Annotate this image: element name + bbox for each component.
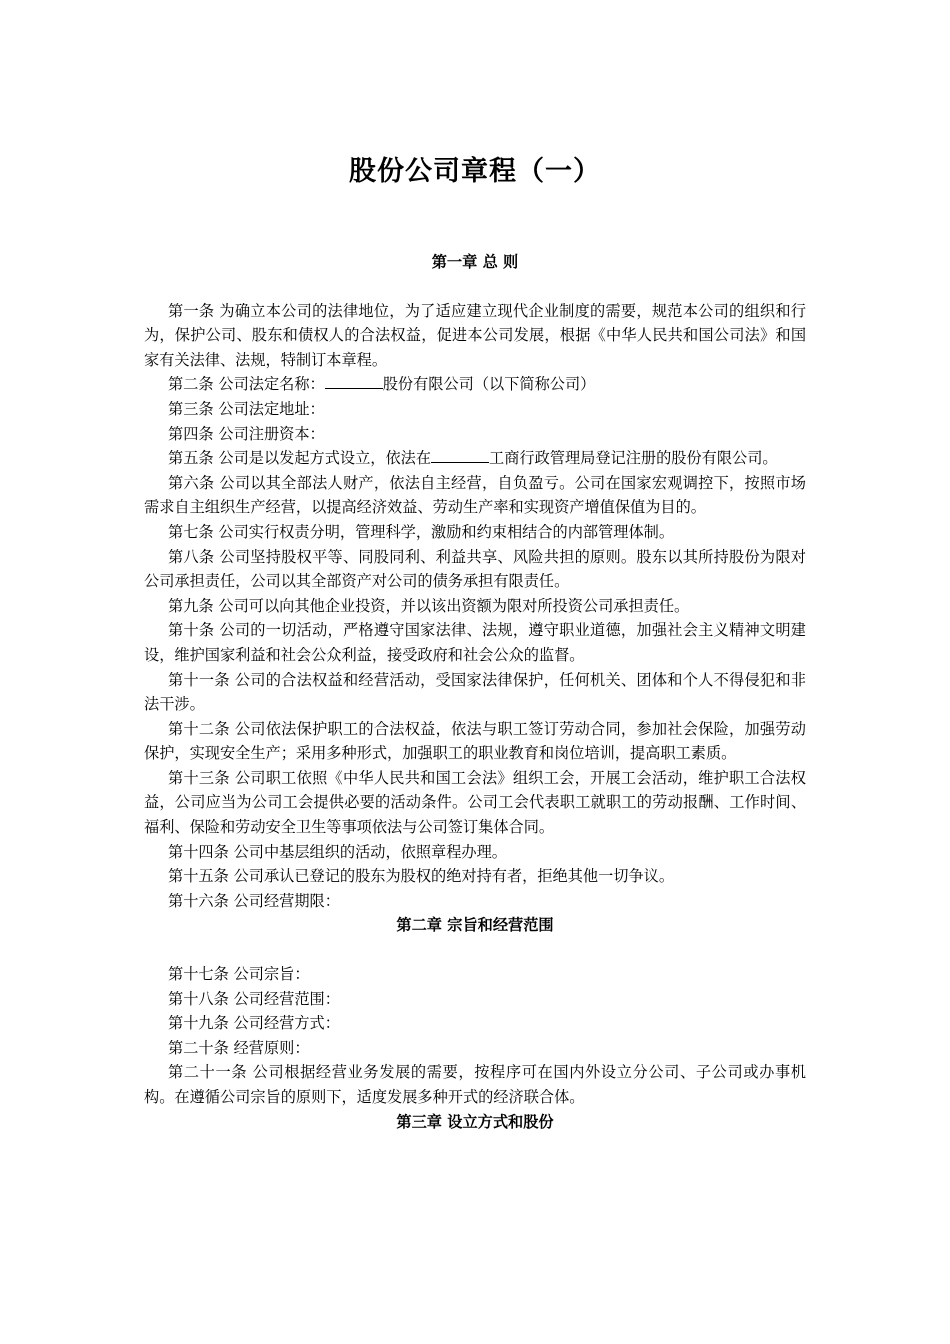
chapter-3-heading: 第三章 设立方式和股份 — [396, 1112, 554, 1131]
article-17: 第十七条 公司宗旨： — [168, 965, 310, 984]
article-16: 第十六条 公司经营期限： — [168, 891, 340, 910]
article-5-suffix: 工商行政管理局登记注册的股份有限公司。 — [489, 449, 778, 468]
company-name-blank[interactable] — [325, 373, 383, 389]
article-5 — [144, 446, 806, 471]
article-11: 第十一条 公司的合法权益和经营活动，受国家法律保护，任何机关、团体和个人不得侵犯和非法干涉。 — [144, 670, 806, 714]
article-13: 第十三条 公司职工依照《中华人民共和国工会法》组织工会，开展工会活动，维护职工合法权益，公司应当为公司工会提供必要的活动条件。公司工会代表职工就职工的劳动报酬、工作时间、福利、保险和劳动安全卫生等事项依法与公司签订集体合同。 — [144, 768, 806, 837]
document-title: 股份公司章程（一） — [349, 156, 601, 187]
article-18: 第十八条 公司经营范围： — [168, 989, 340, 1008]
article-2 — [144, 372, 806, 397]
spacer — [144, 938, 806, 962]
article-8: 第八条 公司坚持股权平等、同股同利、利益共享、风险共担的原则。股东以其所持股份为限对公司承担责任，公司以其全部资产对公司的债务承担有限责任。 — [144, 547, 806, 591]
article-1: 第一条 为确立本公司的法律地位，为了适应建立现代企业制度的需要，规范本公司的组织和行为，保护公司、股东和债权人的合法权益，促进本公司发展，根据《中华人民共和国公司法》和国家有关法律、法规，特制订本章程。 — [144, 301, 806, 369]
article-4: 第四条 公司注册资本： — [168, 424, 325, 443]
article-15: 第十五条 公司承认已登记的股东为股权的绝对持有者，拒绝其他一切争议。 — [168, 867, 675, 886]
article-5-prefix: 第五条 公司是以发起方式设立，依法在 — [168, 449, 432, 468]
article-14: 第十四条 公司中基层组织的活动，依照章程办理。 — [168, 842, 507, 861]
article-6: 第六条 公司以其全部法人财产，依法自主经营，自负盈亏。公司在国家宏观调控下，按照市场需求自主组织生产经营，以提高经济效益、劳动生产率和实现资产增值保值为目的。 — [144, 473, 806, 517]
registration-authority-blank[interactable] — [431, 447, 489, 463]
article-2-suffix: 股份有限公司（以下简称公司） — [382, 375, 596, 394]
article-2-prefix: 第二条 公司法定名称： — [168, 375, 325, 394]
spacer — [144, 275, 806, 299]
article-21: 第二十一条 公司根据经营业务发展的需要，按程序可在国内外设立分公司、子公司或办事机构。在遵循公司宗旨的原则下，适度发展多种开式的经济联合体。 — [144, 1063, 806, 1106]
article-9: 第九条 公司可以向其他企业投资，并以该出资额为限对所投资公司承担责任。 — [168, 596, 690, 615]
chapter-1-heading: 第一章 总 则 — [431, 253, 519, 271]
article-12: 第十二条 公司依法保护职工的合法权益，依法与职工签订劳动合同，参加社会保险，加强劳动保护，实现安全生产；采用多种形式，加强职工的职业教育和岗位培训，提高职工素质。 — [144, 719, 806, 763]
article-19: 第十九条 公司经营方式： — [168, 1014, 340, 1033]
article-20: 第二十条 经营原则： — [168, 1038, 310, 1057]
chapter-2-heading: 第二章 宗旨和经营范围 — [396, 916, 554, 935]
article-10: 第十条 公司的一切活动，严格遵守国家法律、法规，遵守职业道德，加强社会主义精神文明建设，维护国家利益和社会公众利益，接受政府和社会公众的监督。 — [144, 621, 806, 664]
article-7: 第七条 公司实行权责分明，管理科学，激励和约束相结合的内部管理体制。 — [168, 522, 675, 541]
document-body — [144, 250, 806, 1134]
article-3: 第三条 公司法定地址： — [168, 399, 325, 418]
